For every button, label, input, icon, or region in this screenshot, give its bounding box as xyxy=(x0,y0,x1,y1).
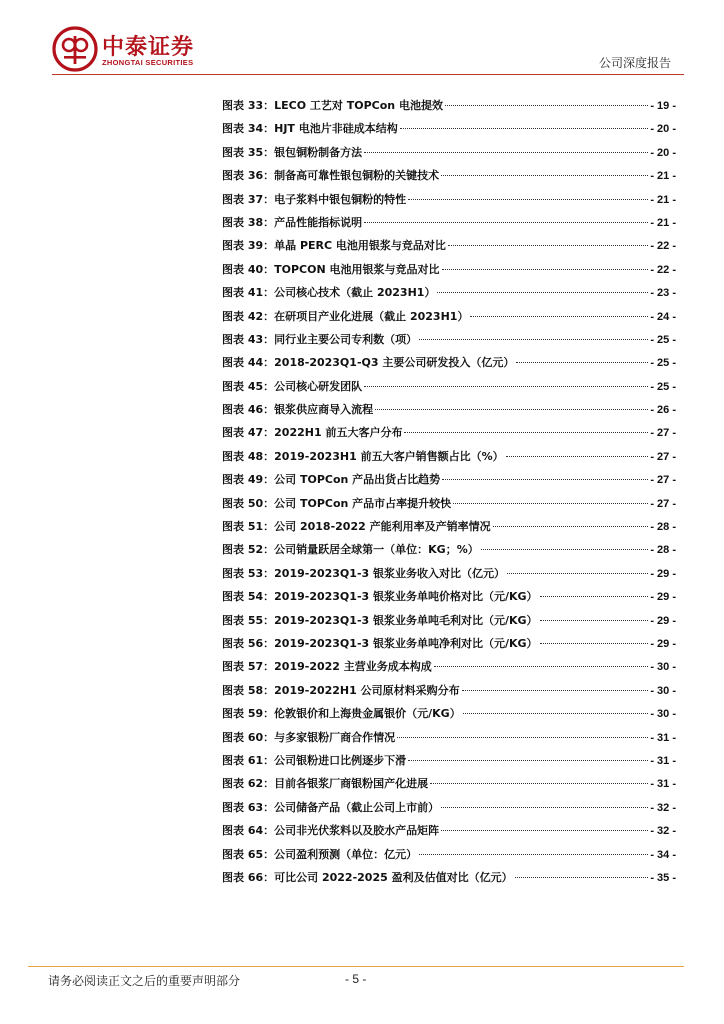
toc-leader-dots xyxy=(462,690,649,691)
toc-entry-page: - 28 - xyxy=(650,544,676,557)
toc-leader-dots xyxy=(540,596,649,597)
toc-entry[interactable] xyxy=(222,822,676,845)
toc-entry-page: - 29 - xyxy=(650,637,676,650)
toc-leader-dots xyxy=(364,222,648,223)
toc-entry[interactable] xyxy=(222,424,676,447)
toc-entry-title: 图表 46：银浆供应商导入流程 xyxy=(222,403,374,417)
toc-entry-page: - 20 - xyxy=(650,123,676,136)
toc-entry[interactable] xyxy=(222,729,676,752)
toc-entry-title: 图表 57：2019-2022 主营业务成本构成 xyxy=(222,660,432,674)
toc-entry[interactable] xyxy=(222,401,676,424)
toc-entry-page: - 19 - xyxy=(650,100,676,112)
toc-leader-dots xyxy=(442,269,649,270)
toc-leader-dots xyxy=(441,175,648,176)
toc-entry[interactable] xyxy=(222,471,676,494)
toc-entry-title: 图表 45：公司核心研发团队 xyxy=(222,379,363,393)
toc-entry[interactable] xyxy=(222,565,676,588)
toc-entry-page: - 25 - xyxy=(650,380,676,393)
toc-entry-page: - 27 - xyxy=(650,427,676,440)
toc-leader-dots xyxy=(481,549,649,550)
table-of-figures xyxy=(222,97,676,892)
toc-entry-title: 图表 58：2019-2022H1 公司原材料采购分布 xyxy=(222,683,460,697)
toc-entry-title: 图表 62：目前各银浆厂商银粉国产化进展 xyxy=(222,777,429,791)
toc-entry-page: - 22 - xyxy=(650,263,676,276)
toc-leader-dots xyxy=(506,456,649,457)
toc-entry-page: - 25 - xyxy=(650,333,676,346)
page-header xyxy=(0,0,724,78)
toc-entry-title: 图表 39：单晶 PERC 电池用银浆与竞品对比 xyxy=(222,239,446,253)
toc-entry[interactable] xyxy=(222,448,676,471)
toc-entry-title: 图表 51：公司 2018-2022 产能利用率及产销率情况 xyxy=(222,520,491,534)
toc-entry-title: 图表 65：公司盈利预测（单位：亿元） xyxy=(222,847,418,861)
header-divider xyxy=(52,74,684,75)
toc-entry[interactable] xyxy=(222,518,676,541)
toc-leader-dots xyxy=(434,666,649,667)
toc-leader-dots xyxy=(442,479,648,480)
toc-entry-title: 图表 36：制备高可靠性银包铜粉的关键技术 xyxy=(222,169,440,183)
toc-entry-page: - 30 - xyxy=(650,708,676,721)
toc-leader-dots xyxy=(364,386,648,387)
toc-entry-page: - 31 - xyxy=(650,778,676,791)
toc-entry-title: 图表 56：2019-2023Q1-3 银浆业务单吨净利对比（元/KG） xyxy=(222,636,538,650)
toc-entry[interactable] xyxy=(222,495,676,518)
toc-entry[interactable] xyxy=(222,237,676,260)
toc-entry-title: 图表 61：公司银粉进口比例逐步下滑 xyxy=(222,753,407,767)
toc-entry-title: 图表 59：伦敦银价和上海贵金属银价（元/KG） xyxy=(222,707,461,721)
toc-entry[interactable] xyxy=(222,658,676,681)
toc-entry[interactable] xyxy=(222,846,676,869)
toc-entry[interactable] xyxy=(222,308,676,331)
toc-entry-title: 图表 49：公司 TOPCon 产品出货占比趋势 xyxy=(222,473,441,487)
toc-leader-dots xyxy=(445,105,648,106)
toc-entry-page: - 32 - xyxy=(650,801,676,814)
toc-leader-dots xyxy=(507,573,648,574)
toc-entry[interactable] xyxy=(222,331,676,354)
toc-entry[interactable] xyxy=(222,752,676,775)
toc-entry-page: - 20 - xyxy=(650,146,676,159)
toc-entry-title: 图表 64：公司非光伏浆料以及胶水产品矩阵 xyxy=(222,824,440,838)
page-number: - 5 - xyxy=(345,972,367,986)
toc-entry-page: - 30 - xyxy=(650,684,676,697)
toc-entry[interactable] xyxy=(222,612,676,635)
toc-entry[interactable] xyxy=(222,214,676,237)
toc-leader-dots xyxy=(408,760,648,761)
toc-leader-dots xyxy=(463,713,649,714)
toc-entry-title: 图表 43：同行业主要公司专利数（项） xyxy=(222,332,418,346)
toc-entry-page: - 29 - xyxy=(650,614,676,627)
toc-entry-page: - 25 - xyxy=(650,357,676,370)
toc-entry-page: - 31 - xyxy=(650,731,676,744)
toc-entry[interactable] xyxy=(222,120,676,143)
toc-entry-page: - 21 - xyxy=(650,193,676,206)
toc-entry-page: - 31 - xyxy=(650,754,676,767)
toc-leader-dots xyxy=(419,339,648,340)
toc-leader-dots xyxy=(515,877,649,878)
toc-entry-page: - 21 - xyxy=(650,216,676,229)
toc-entry[interactable] xyxy=(222,144,676,167)
toc-entry-title: 图表 63：公司储备产品（截止公司上市前） xyxy=(222,800,440,814)
toc-entry-title: 图表 35：银包铜粉制备方法 xyxy=(222,145,363,159)
zhongtai-logo-icon xyxy=(52,26,98,72)
toc-leader-dots xyxy=(375,409,648,410)
toc-entry-page: - 24 - xyxy=(650,310,676,323)
toc-entry-page: - 26 - xyxy=(650,404,676,417)
toc-entry-page: - 23 - xyxy=(650,287,676,300)
toc-entry-title: 图表 42：在研项目产业化进展（截止 2023H1） xyxy=(222,309,469,323)
brand-name-en: ZHONGTAI SECURITIES xyxy=(102,58,194,67)
toc-entry-page: - 22 - xyxy=(650,240,676,253)
toc-leader-dots xyxy=(453,503,648,504)
toc-entry[interactable] xyxy=(222,775,676,798)
toc-entry[interactable] xyxy=(222,541,676,564)
toc-entry-title: 图表 60：与多家银粉厂商合作情况 xyxy=(222,730,396,744)
disclaimer-note: 请务必阅读正文之后的重要声明部分 xyxy=(48,974,241,988)
toc-entry-title: 图表 38：产品性能指标说明 xyxy=(222,215,363,229)
toc-leader-dots xyxy=(419,854,648,855)
toc-entry[interactable] xyxy=(222,97,676,120)
toc-entry-title: 图表 52：公司销量跃居全球第一（单位：KG；%） xyxy=(222,543,479,557)
toc-entry-title: 图表 37：电子浆料中银包铜粉的特性 xyxy=(222,192,407,206)
toc-entry[interactable] xyxy=(222,635,676,658)
toc-entry[interactable] xyxy=(222,167,676,190)
toc-leader-dots xyxy=(364,152,648,153)
toc-leader-dots xyxy=(437,292,648,293)
toc-entry-title: 图表 41：公司核心技术（截止 2023H1） xyxy=(222,286,436,300)
toc-entry[interactable] xyxy=(222,354,676,377)
toc-entry-title: 图表 55：2019-2023Q1-3 银浆业务单吨毛利对比（元/KG） xyxy=(222,613,538,627)
toc-entry[interactable] xyxy=(222,682,676,705)
toc-entry-page: - 29 - xyxy=(650,591,676,604)
toc-leader-dots xyxy=(397,737,648,738)
toc-leader-dots xyxy=(448,245,648,246)
toc-leader-dots xyxy=(493,526,649,527)
toc-entry-title: 图表 44：2018-2023Q1-Q3 主要公司研发投入（亿元） xyxy=(222,356,515,370)
toc-entry-title: 图表 47：2022H1 前五大客户分布 xyxy=(222,426,403,440)
toc-entry-page: - 21 - xyxy=(650,170,676,183)
toc-leader-dots xyxy=(540,643,649,644)
toc-entry[interactable] xyxy=(222,261,676,284)
toc-entry-page: - 28 - xyxy=(650,521,676,534)
toc-leader-dots xyxy=(516,362,648,363)
toc-entry[interactable] xyxy=(222,588,676,611)
toc-entry-page: - 27 - xyxy=(650,474,676,487)
toc-entry-title: 图表 53：2019-2023Q1-3 银浆业务收入对比（亿元） xyxy=(222,566,505,580)
toc-leader-dots xyxy=(404,432,648,433)
toc-entry[interactable] xyxy=(222,799,676,822)
toc-entry-page: - 35 - xyxy=(650,871,676,884)
footer-divider xyxy=(28,966,684,967)
toc-entry-page: - 34 - xyxy=(650,848,676,861)
toc-entry-title: 图表 50：公司 TOPCon 产品市占率提升较快 xyxy=(222,496,452,510)
toc-leader-dots xyxy=(430,783,648,784)
toc-entry[interactable] xyxy=(222,869,676,892)
toc-entry[interactable] xyxy=(222,705,676,728)
toc-entry-title: 图表 34：HJT 电池片非硅成本结构 xyxy=(222,122,398,136)
toc-entry-page: - 30 - xyxy=(650,661,676,674)
toc-entry-title: 图表 54：2019-2023Q1-3 银浆业务单吨价格对比（元/KG） xyxy=(222,590,538,604)
toc-leader-dots xyxy=(400,128,649,129)
toc-entry-title: 图表 40：TOPCON 电池用银浆与竞品对比 xyxy=(222,262,440,276)
report-type-label: 公司深度报告 xyxy=(598,56,671,70)
toc-entry-title: 图表 66：可比公司 2022-2025 盈利及估值对比（亿元） xyxy=(222,870,513,884)
toc-entry[interactable] xyxy=(222,378,676,401)
toc-leader-dots xyxy=(540,620,649,621)
toc-entry-title: 图表 48：2019-2023H1 前五大客户销售额占比（%） xyxy=(222,449,504,463)
toc-entry-page: - 32 - xyxy=(650,825,676,838)
toc-entry-title: 图表 33：LECO 工艺对 TOPCon 电池提效 xyxy=(222,99,443,112)
toc-leader-dots xyxy=(470,316,648,317)
toc-entry[interactable] xyxy=(222,284,676,307)
toc-entry-page: - 27 - xyxy=(650,497,676,510)
toc-entry-page: - 27 - xyxy=(650,450,676,463)
toc-leader-dots xyxy=(441,830,648,831)
toc-leader-dots xyxy=(408,199,648,200)
toc-leader-dots xyxy=(441,807,648,808)
toc-entry-page: - 29 - xyxy=(650,567,676,580)
toc-entry[interactable] xyxy=(222,191,676,214)
brand-name-cn: 中泰证券 xyxy=(102,35,195,60)
